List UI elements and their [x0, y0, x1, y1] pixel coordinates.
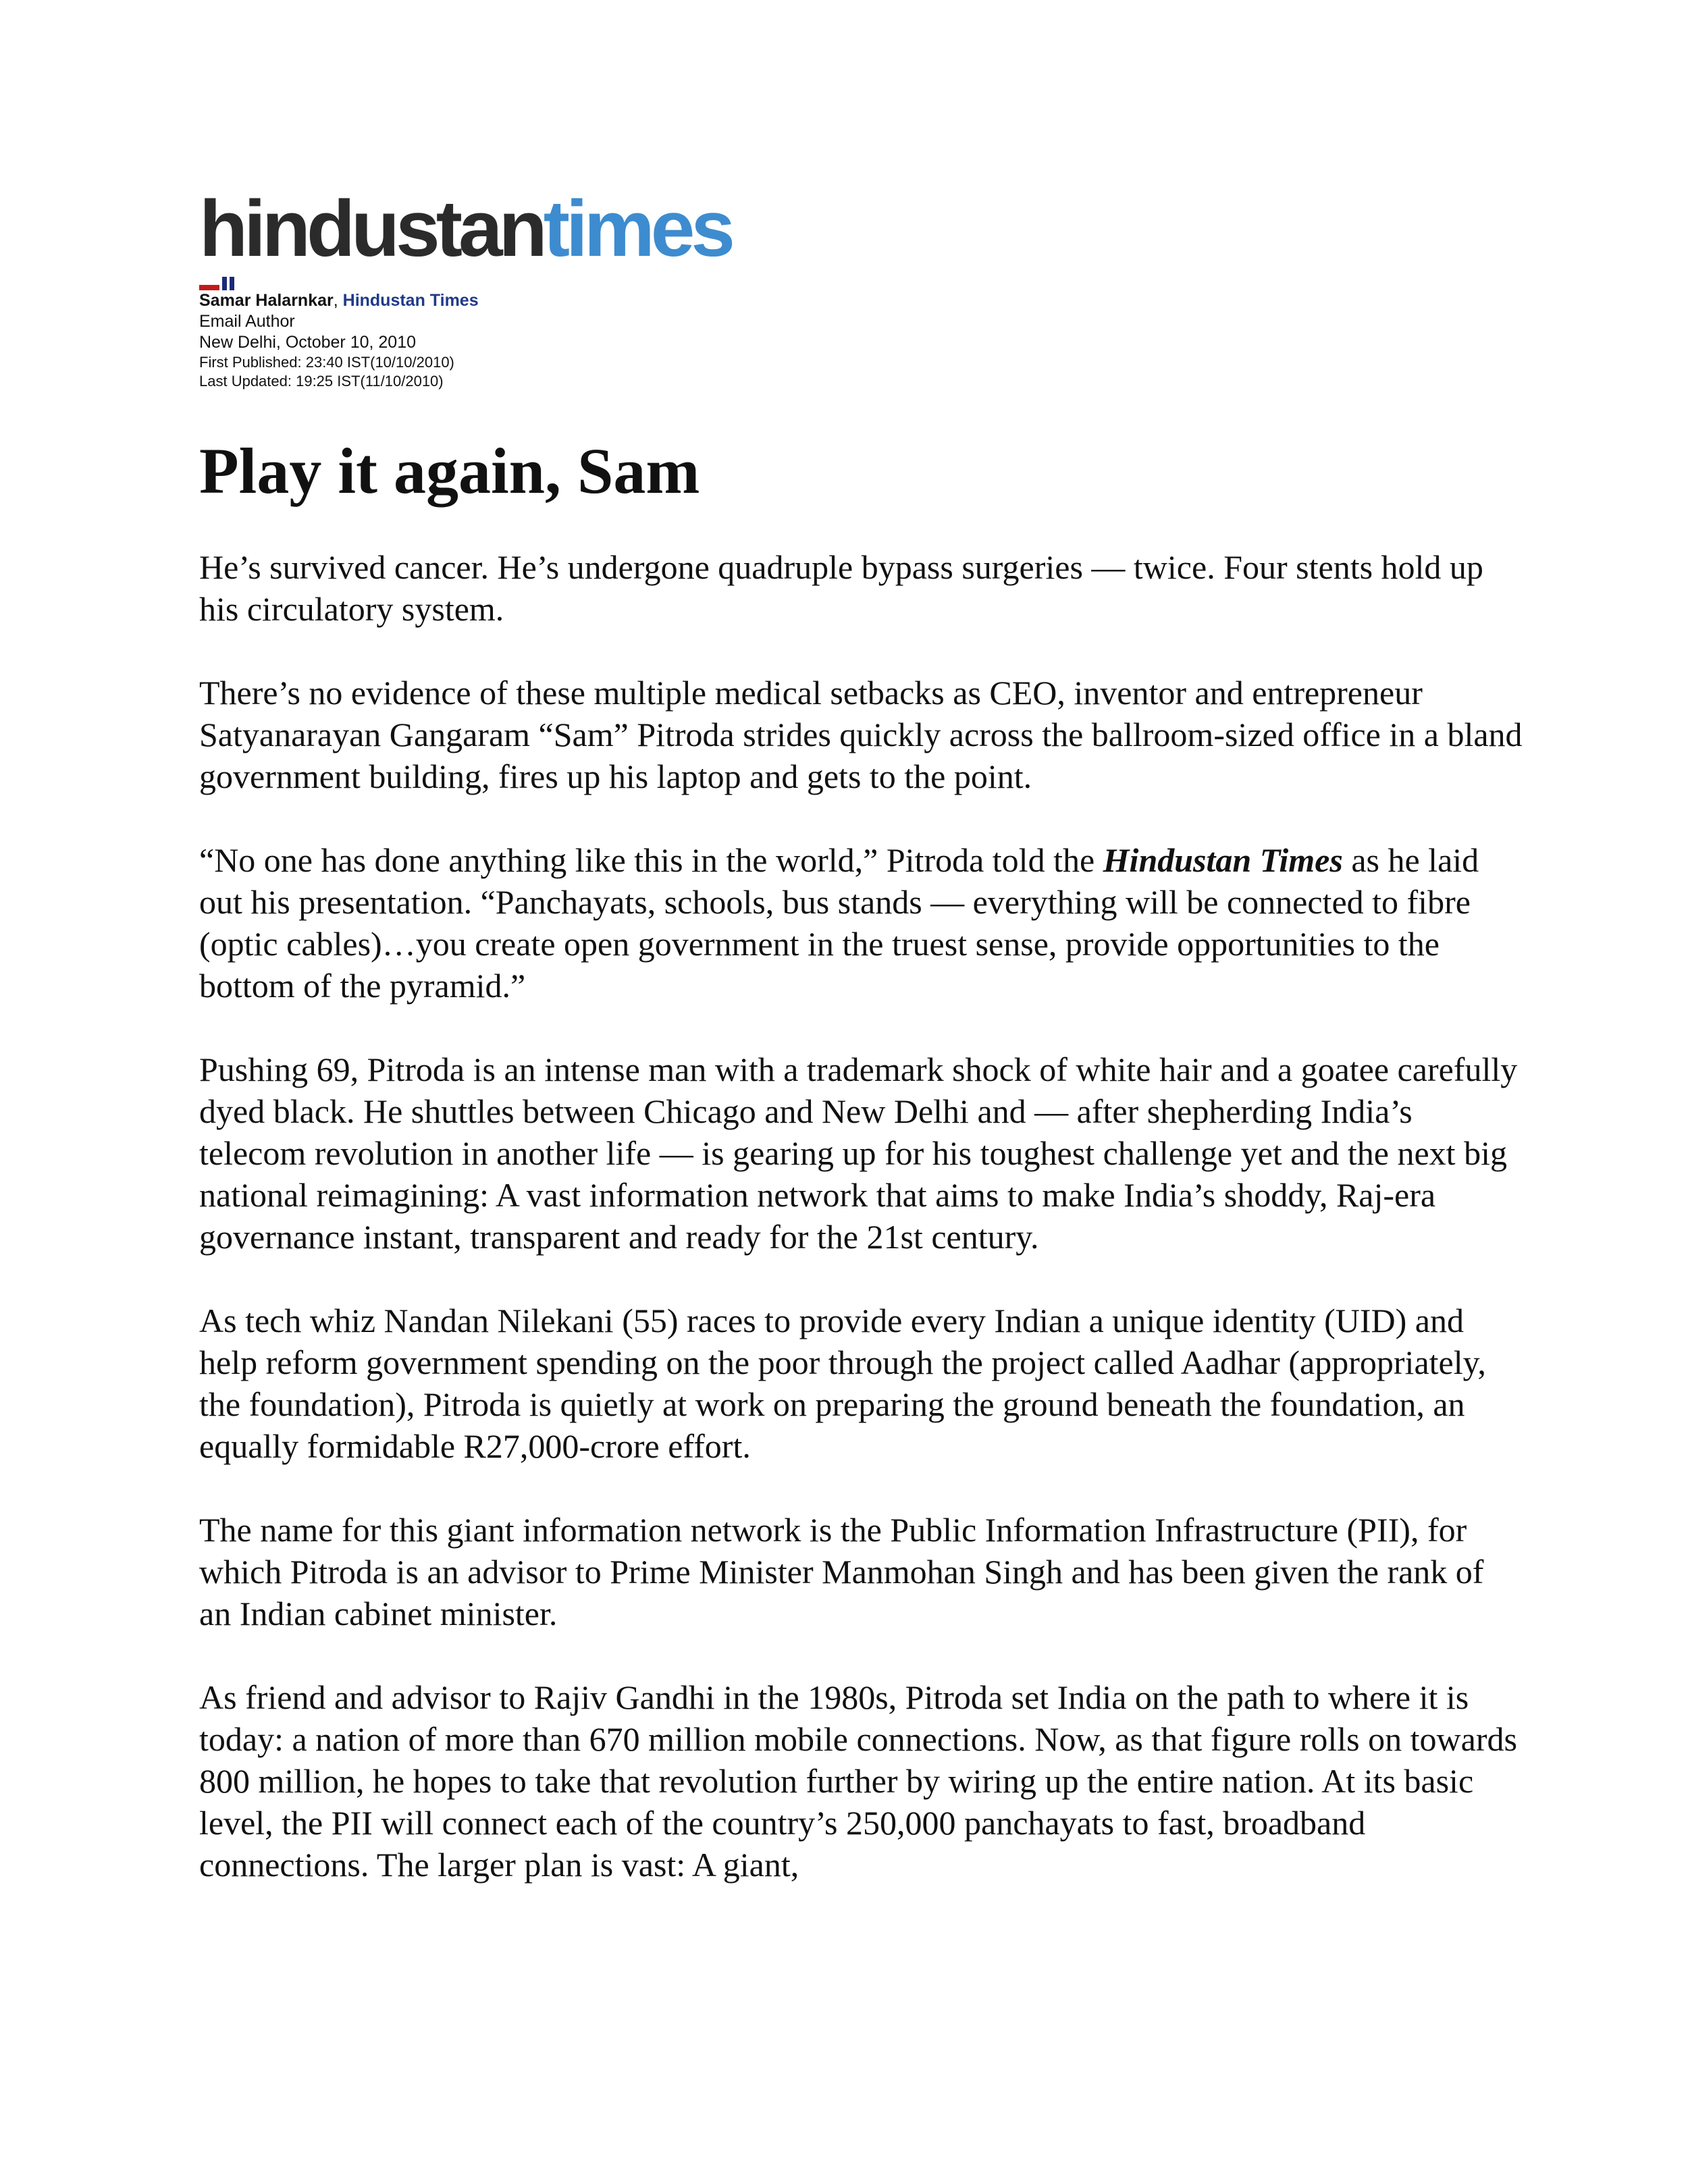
- byline-block: [199, 290, 1523, 391]
- masthead-logo[interactable]: [199, 184, 1523, 273]
- paragraph-3-lead: “No one has done anything like this in the world,” Pitroda told the: [199, 841, 1103, 879]
- author-name[interactable]: Samar Halarnkar: [199, 291, 334, 310]
- ht-brand-red-bar: [199, 285, 219, 290]
- paragraph-2: There’s no evidence of these multiple medical setbacks as CEO, inventor and entrepreneur Satyanarayan Gangaram “Sam” Pitroda strides quickly across the ballroom-sized office in a bland government building, fires up his laptop and gets to the point.: [199, 673, 1523, 795]
- first-published: First Published: 23:40 IST(10/10/2010): [199, 354, 454, 371]
- author-line: [199, 290, 1523, 311]
- article-headline: Play it again, Sam: [199, 435, 700, 507]
- paragraph-3-rest: as he laid out his presentation. “Panchayats, schools, bus stands — everything will be connected to fibre (optic cables)…you create open government in the truest sense, provide opportunities to the bottom of the pyramid.”: [199, 841, 1479, 1005]
- author-separator: ,: [333, 291, 338, 310]
- last-updated: Last Updated: 19:25 IST(11/10/2010): [199, 373, 444, 390]
- ht-brand-icon: [199, 275, 1523, 290]
- paragraph-5: As tech whiz Nandan Nilekani (55) races to provide every Indian a unique identity (UID) and help reform government spending on the poor through the project called Aadhar (appropriately, the foundation), Pitroda is quietly at work on preparing the ground beneath the foundation, an equally formidable R27,000-crore effort.: [199, 1301, 1486, 1465]
- logo-word-times: times: [543, 184, 731, 273]
- paragraph-7: As friend and advisor to Rajiv Gandhi in the 1980s, Pitroda set India on the path to where it is today: a nation of more than 670 million mobile connections. Now, as that figure rolls on towards 800 million, he hopes to take that revolution further by wiring up the entire nation. At its basic level, the PII will connect each of the country’s 250,000 panchayats to fast, broadband connections. The larger plan is vast: A giant,: [199, 1678, 1517, 1884]
- paragraph-1: He’s survived cancer. He’s undergone quadruple bypass surgeries — twice. Four stents hold up his circulatory system.: [199, 548, 1483, 628]
- article-page: [199, 184, 1523, 1927]
- article-body: [199, 546, 1523, 1886]
- paragraph-3: [199, 839, 1523, 1007]
- paragraph-4: Pushing 69, Pitroda is an intense man with a trademark shock of white hair and a goatee carefully dyed black. He shuttles between Chicago and New Delhi and — after shepherding India’s telecom revolution in another life — is gearing up for his toughest challenge yet and the next big national reimagining: A vast information network that aims to make India’s shoddy, Raj-era governance instant, transparent and ready for the 21st century.: [199, 1050, 1518, 1256]
- publication-name[interactable]: Hindustan Times: [342, 291, 479, 310]
- ht-brand-blue-bar: [222, 277, 227, 290]
- publication-emphasis: Hindustan Times: [1103, 841, 1343, 879]
- email-author-link[interactable]: Email Author: [199, 312, 295, 331]
- paragraph-6: The name for this giant information network is the Public Information Infrastructure (PII), for which Pitroda is an advisor to Prime Minister Manmohan Singh and has been given the rank of an Indian cabinet minister.: [199, 1510, 1484, 1632]
- logo-word-hindustan: hindustan: [199, 184, 544, 273]
- ht-brand-blue-bar: [230, 277, 234, 290]
- dateline: New Delhi, October 10, 2010: [199, 333, 417, 352]
